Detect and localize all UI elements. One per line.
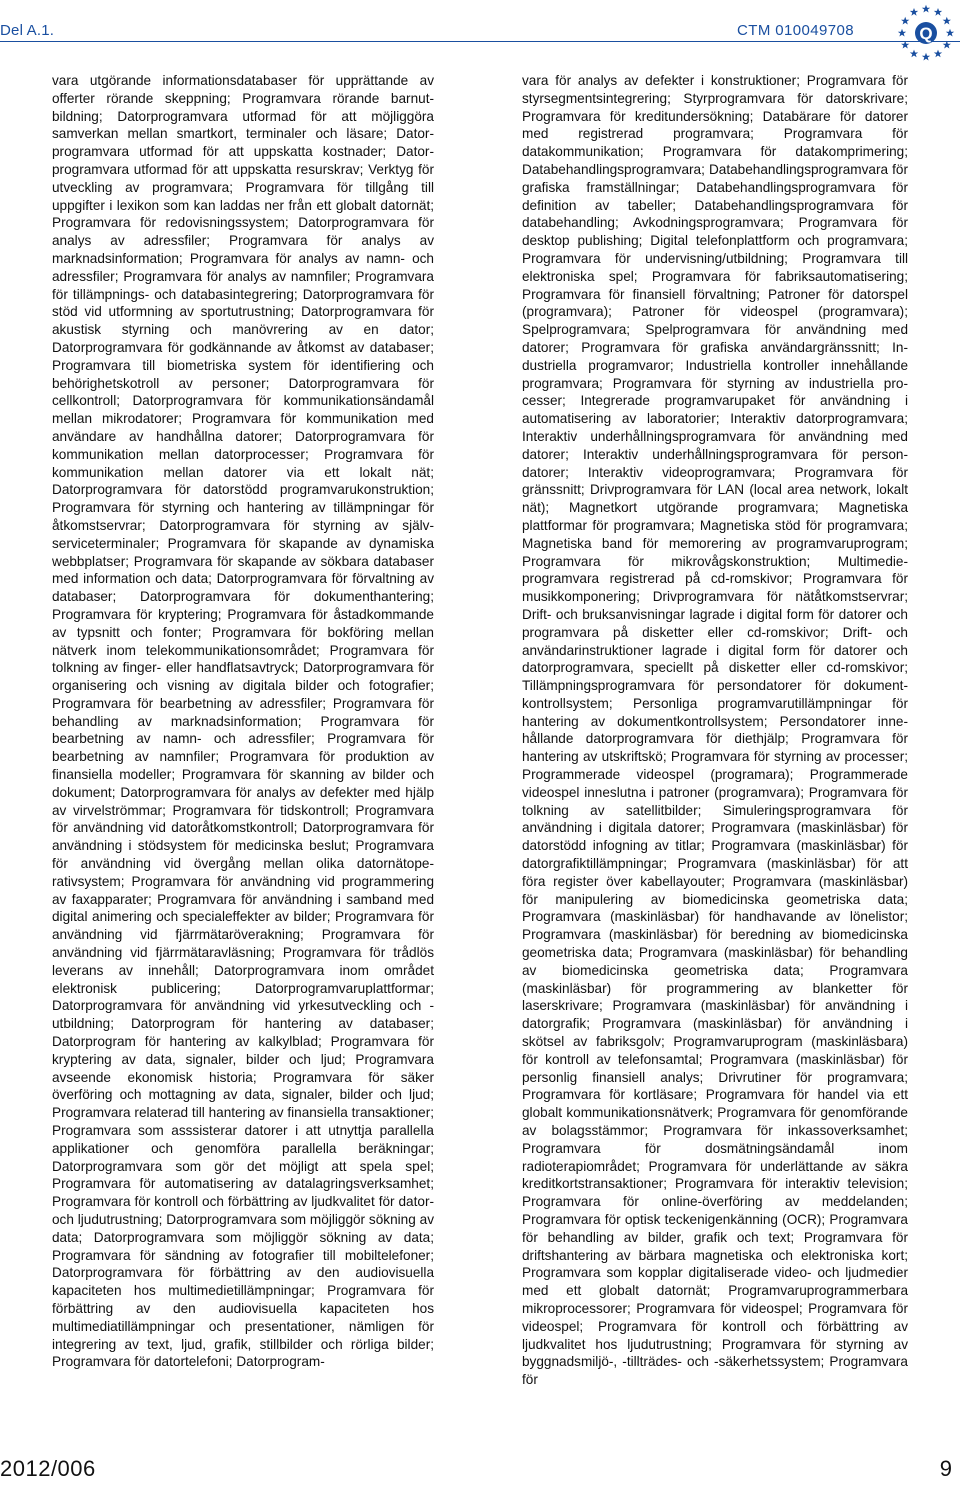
page-number: 9 <box>939 1456 952 1481</box>
right-column <box>522 72 908 1389</box>
right-column-text: vara för analys av defekter i konstruktioner; Programvara för styrsegmentsintegrering; Styrprogramvara för datorskrivare; Programvara för kreditundersökning; Databärare för datorer med registrerad programvara; Programvara för datakommunikation; Programvara för datakomprimering; Databehandlingsprogramvara; Databehandlingsprogramvara för grafiska framställningar; Databehandlingsprogramvara för definition av tabeller; Databehandlingsprogramvara för databehandling; Avkodningsprogramvara; Programvara för desktop publishing; Digital telefonplattform och programvara; Programvara för undervisning/utbildning; Programvara till elektroniska spel; Programvara för fabriksautomatisering; Programvara för finansiell förvaltning; Patroner för datorspel (programvara); Patroner för videospel (programvara); Spelprogramvara; Spelprogramvara för användning med datorer; Programvara för grafiska användargränssnitt; Industriella programvaror; Industriella kontroller innehållande programvara; Programvara för styrning av industriella processer; Integrerade programvarupaket för användning i automatisering av laboratorier; Interaktiv datorprogramvara; Interaktiv underhållningsprogramvara för användning med datorer; Interaktiv underhållningsprogramvara för persondatorer; Interaktiv videoprogramvara; Programvara för gränssnitt; Drivprogramvara för LAN (local area network, lokalt nät); Magnetkort utgörande programvara; Magnetiska plattformar för programvara; Magnetiska stöd för programvara; Magnetiska band för memorering av programvaruprogram; Programvara för mikrovågskonstruktion; Multimedieprogramvara registrerad på cd-romskivor; Programvara för musikkomponering; Drivprogramvara för nätåtkomstservrar; Drift- och bruksanvisningar lagrade i digital form för datorer och programvara på disketter eller cd-romskivor; Drift- och användarinstruktioner lagrade i digital form för datorer och datorprogramvara, speciellt på disketter eller cd-romskivor; Tillämpningsprogramvara för persondatorer för dokumentkontrollsystem; Personliga programvarutillämpningar för hantering av dokumentkontrollsystem; Persondatorer innehållande datorprogramvara för diethjälp; Programvara för hantering av utskriftskö; Programvara för styrning av processer; Programmerade videospel (programara); Programmerade videospel inneslutna i patroner (programvara); Programvara för tolkning av satellitbilder; Simuleringsprogramvara för användning i digitala datorer; Programvara (maskinläsbar) för datorstödd infogning av titlar; Programvara (maskinläsbar) för datorgrafiktillämpningar; Programvara (maskinläsbar) för att föra register över kabellayouter; Programvara (maskinläsbar) för manipulering av biomedicinska geometriska data; Programvara (maskinläsbar) för handhavande av lönelistor; Programvara (maskinläsbar) för beredning av biomedicinska geometriska data; Programvara (maskinläsbar) för behandling av biomedicinska geometriska data; Programvara (maskinläsbar) för programmering av blanketter för laserskrivare; Programvara (maskinläsbar) för användning i datorgrafik; Programvara (maskinläsbar) för användning i skötsel av fabriksgolv; Programvaruprogram (maskinläsbara) för kontroll av telefonsamtal; Programvara (maskinläsbar) för personlig finansiell analys; Drivrutiner för programvara; Programvara för kortläsare; Programvara för handel via ett globalt kommunikationsnätverk; Programvara för genomförande av bolagsstämmor; Programvara för inkassoverksamhet; Programvara för dosmätningsändamål inom radioterapiområdet; Programvara för underlättande av säkra kreditkortstransaktioner; Programvara för interaktiv television; Programvara för online-överföring av meddelanden; Programvara för optisk teckenigenkänning (OCR); Programvara för behandling av bilder, grafik och text; Programvara för driftshantering av bärbara magnetiska och elektroniska kort; Programvara som kopplar digitaliserade video- och ljudmedier med ett globalt datornät; Programvaruprogrammerbara mikroprocessorer; Programvara för videospel; Programvara för videospel; Programvara för kontroll och förbättring av ljudkvalitet hos ljudutrustning; Programvara för styrning av byggnadsmiljö-, -tillträdes- och -säkerhetssystem; Programvara för <box>522 73 908 1388</box>
section-label: Del A.1. <box>0 22 55 39</box>
left-column-text: vara utgörande informationsdatabaser för upprättande av offerter rörande skeppning; Programvara rörande barnutbildning; Datorprogramvara utformad för att möjliggöra samverkan mellan smartkort, terminaler och läsare; Datorprogramvara utformad för att uppskatta kostnader; Datorprogramvara utformad för att uppskatta resurskrav; Verktyg för utveckling av programvara; Programvara för tillgång till uppgifter i lexikon som kan laddas ner från ett globalt datornät; Programvara för redovisningssystem; Datorprogramvara för analys av adressfiler; Programvara för analys av marknadsinformation; Programvara för analys av namn- och adressfiler; Programvara för analys av namnfiler; Programvara för tillämpnings- och databasintegrering; Datorprogramvara för stöd vid utformning av sportutrustning; Datorprogramvara för akustisk styrning och manövrering av en dator; Datorprogramvara för godkännande av åtkomst av databaser; Programvara till biometriska system för identifiering och behörighetskotroll av personer; Datorprogramvara för cellkontroll; Datorprogramvara för kommunikationsändamål mellan mikrodatorer; Programvara för kommunikation med användare av handhållna datorer; Datorprogramvara för kommunikation mellan datorprocesser; Programvara för kommunikation mellan datorer via ett lokalt nät; Datorprogramvara för datorstödd programvarukonstruktion; Programvara för styrning och hantering av tillämpningar för åtkomstservrar; Datorprogramvara för styrning av själv-serviceterminaler; Programvara för skapande av dynamiska webbplatser; Programvara för skapande av sökbara databaser med information och data; Datorprogramvara för förvaltning av databaser; Datorprogramvara för dokumenthantering; Programvara för kryptering; Programvara för åstadkommande av typsnitt och fonter; Programvara för bokföring mellan nätverk inom telekommunikationsområdet; Programvara för tolkning av finger- eller handflatsavtryck; Datorprogramvara för organisering och visning av digitala bilder och fotografier; Programvara för bearbetning av adressfiler; Programvara för behandling av marknadsinformation; Programvara för bearbetning av namn- och adressfiler; Programvara för bearbetning av namnfiler; Programvara för produktion av finansiella modeller; Programvara för skanning av bilder och dokument; Datorprogramvara för analys av defekter med hjälp av virvelströmmar; Programvara för tidskontroll; Programvara för användning vid datoråtkomstkontroll; Datorprogramvara för användning i stödsystem för medicinska beslut; Programvara för användning vid övergång mellan olika datornätoperativsystem; Programvara för användning vid programmering av faxapparater; Programvara för användning i samband med digital animering och specialeffekter av bilder; Programvara för användning vid fjärrmätaröverakning; Programvara för användning vid fjärrmätaravläsning; Programvara för trådlös leverans av innehåll; Datorprogramvara inom området elektronisk publicering; Datorprogramvaruplattformar; Datorprogramvara för användning vid yrkesutveckling och -utbildning; Datorprogram för hantering av databaser; Datorprogram för hantering av kalkylblad; Programvara för kryptering av data, signaler, bilder och ljud; Programvara avseende ekonomisk historia; Programvara för säker överföring och mottagning av data, signaler, bilder och ljud; Programvara relaterad till hantering av finansiella transaktioner; Programvara som asssisterar datorer i att utnyttja parallella applikationer och genomföra parallella beräkningar; Datorprogramvara som gör det möjligt att spela spel; Programvara för automatisering av datalagringsverksamhet; Programvara för kontroll och förbättring av ljudkvalitet för dator- och ljudutrustning; Datorprogramvara som möjliggör sökning av data; Datorprogramvara som möjliggör sökning av data; Programvara för sändning av fotografier till mobiltelefoner; Datorprogramvara för förbättring av den audiovisuella kapaciteten hos multimedietillämpningar; Programvara för förbättring av den audiovisuella kapaciteten hos multimediatillämpningar och presentationer, nämligen för integrering av text, ljud, grafik, stillbilder och rörliga bilder; Programvara för datortelefoni; Datorprogram- <box>52 73 434 1370</box>
ctm-number: CTM 010049708 <box>737 22 854 39</box>
issue-number: 2012/006 <box>0 1456 96 1481</box>
left-column <box>52 72 434 1371</box>
logo-letter: Q <box>919 24 933 43</box>
header-rule <box>0 41 960 42</box>
eu-stars-ohim-logo-icon <box>893 2 959 64</box>
